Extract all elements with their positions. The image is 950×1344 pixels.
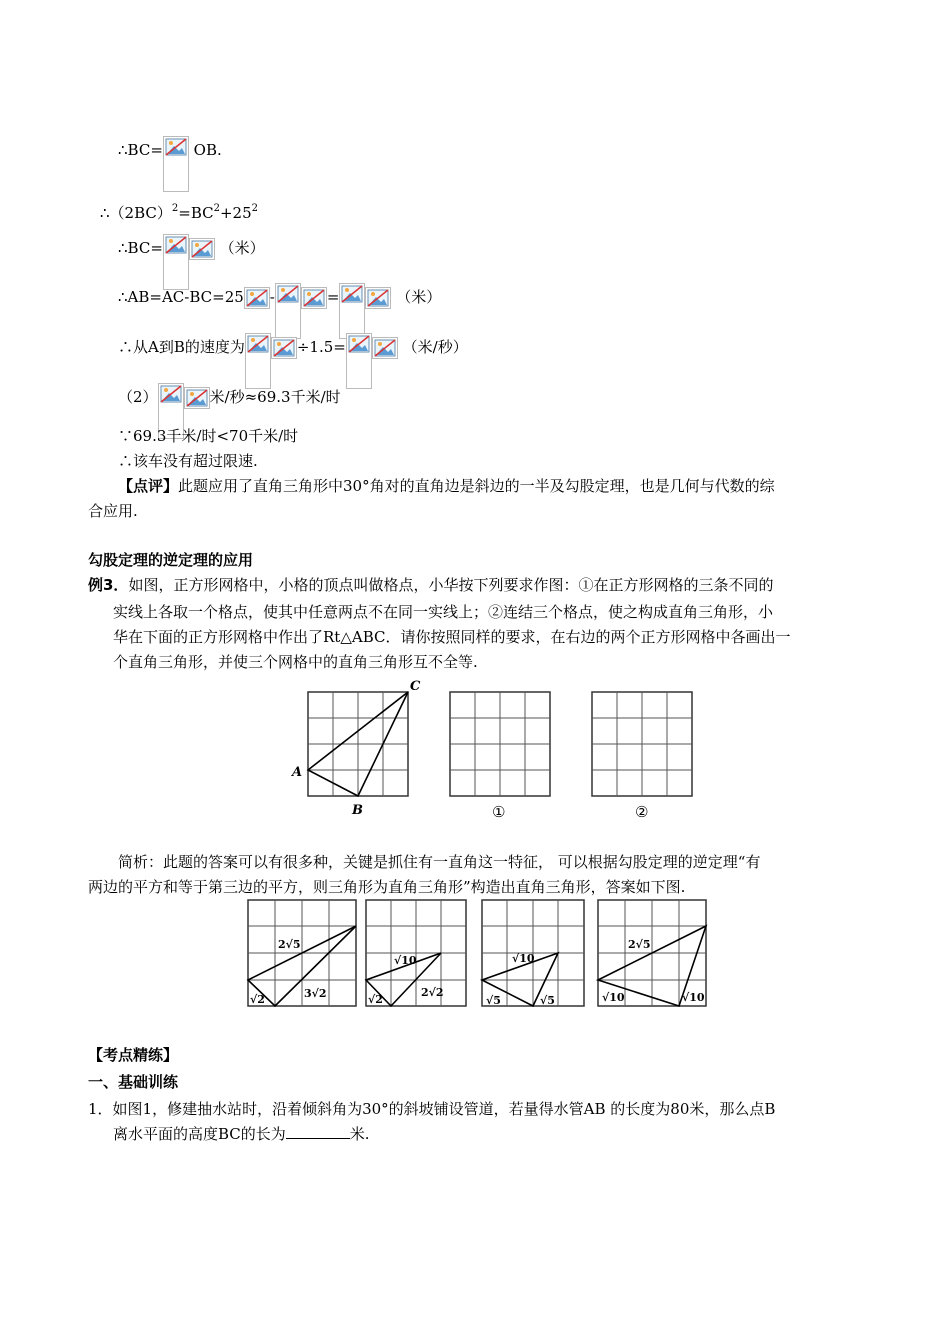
- example-label: 例3．: [88, 576, 129, 594]
- line-conclusion: ∴该车没有超过限速.: [118, 452, 258, 470]
- comment-line: [118, 476, 775, 496]
- line-bc-value: [118, 238, 265, 290]
- answer-1-label-long: 3√2: [304, 987, 327, 1000]
- answer-blank[interactable]: [286, 1124, 350, 1139]
- line-text: -: [269, 288, 275, 306]
- broken-image-icon: [163, 234, 189, 290]
- broken-image-icon: [339, 283, 365, 339]
- line-text: ∴从A到B的速度为: [118, 338, 245, 356]
- comment-label: 【点评】: [118, 477, 179, 495]
- answer-3-label-long: √5: [540, 994, 555, 1007]
- grid-original: [308, 692, 408, 796]
- broken-image-icon: [365, 287, 391, 309]
- line-text: （米）: [219, 239, 265, 257]
- answer-2-label-hyp: √10: [394, 954, 417, 967]
- broken-image-icon: [372, 337, 398, 359]
- answer-grid-4: [598, 900, 706, 1006]
- label-a: A: [292, 765, 303, 780]
- answer-2-label-short: √2: [368, 993, 383, 1006]
- practice-heading: 【考点精练】: [88, 1046, 179, 1064]
- broken-image-icon: [275, 283, 301, 339]
- practice-subheading: 一、基础训练: [88, 1073, 179, 1091]
- broken-image-icon: [163, 136, 189, 192]
- comment-text: 此题应用了直角三角形中30°角对的直角边是斜边的一半及勾股定理，也是几何与代数的综: [178, 477, 775, 495]
- line-text: =: [326, 288, 340, 306]
- question-1-line-1: [88, 1099, 775, 1119]
- line-text: 米/秒≈69.3千米/时: [209, 388, 341, 406]
- example-line-3: 华在下面的正方形网格中作出了Rt△ABC．请你按照同样的要求，在右边的两个正方形网格中各画出一: [113, 628, 791, 646]
- broken-image-icon: [244, 287, 270, 309]
- grid-2: [592, 692, 692, 796]
- answer-4-label-short: √10: [602, 991, 625, 1004]
- answer-4-label-hyp: 2√5: [628, 938, 651, 951]
- example-line-2: 实线上各取一个格点，使其中任意两点不在同一实线上；②连结三个格点，使之构成直角三角形，小: [113, 603, 774, 621]
- broken-image-icon: [346, 333, 372, 389]
- example-line-1: [88, 575, 773, 595]
- section-heading: 勾股定理的逆定理的应用: [88, 551, 254, 569]
- analysis-line-1: 简析：此题的答案可以有很多种，关键是抓住有一直角这一特征， 可以根据勾股定理的逆定理“有: [118, 853, 761, 871]
- answer-1-label-hyp: 2√5: [278, 938, 301, 951]
- example-text: 如图，正方形网格中，小格的顶点叫做格点，小华按下列要求作图：①在正方形网格的三条不同的: [128, 576, 774, 594]
- grid-1: [450, 692, 550, 796]
- broken-image-icon: [245, 333, 271, 389]
- answer-figures: [244, 896, 710, 1012]
- line-speed: [118, 337, 468, 389]
- answer-grid-3: [482, 900, 584, 1007]
- line-text: ∴AB=AC-BC=25: [118, 288, 244, 306]
- answer-1-label-short: √2: [250, 993, 265, 1006]
- line-text: ∴BC=: [118, 239, 163, 257]
- question-1-line-2: [113, 1124, 370, 1144]
- broken-image-icon: [189, 238, 215, 260]
- question-number: 1．: [88, 1100, 113, 1118]
- example-figure: [286, 676, 706, 826]
- answer-grid-2: [366, 900, 466, 1006]
- answer-4-label-long: √10: [682, 991, 705, 1004]
- line-text: ÷1.5=: [296, 338, 346, 356]
- line-text: ∴BC=: [118, 141, 163, 159]
- line-text: （米）: [396, 288, 442, 306]
- line-text: $\therefore(2BC)^2=BC^2+25^2$: [100, 203, 259, 222]
- question-text: 离水平面的高度BC的长为: [113, 1125, 286, 1143]
- line-ab-value: [118, 287, 441, 339]
- broken-image-icon: [271, 337, 297, 359]
- broken-image-icon: [184, 387, 210, 409]
- example-line-4: 个直角三角形，并使三个网格中的直角三角形互不全等.: [113, 653, 478, 671]
- comment-line-2: 合应用.: [88, 502, 138, 520]
- answer-grid-1: [248, 900, 356, 1006]
- line-2bc-squared: [100, 203, 258, 223]
- broken-image-icon: [301, 287, 327, 309]
- answer-3-label-short: √5: [486, 994, 501, 1007]
- question-text: 米.: [349, 1125, 370, 1143]
- line-compare: ∵69.3千米/时<70千米/时: [118, 427, 299, 445]
- answer-3-label-hyp: √10: [512, 952, 535, 965]
- line-bc-ob: [118, 140, 222, 192]
- grid-1-label: ①: [492, 803, 506, 821]
- answer-2-label-long: 2√2: [421, 986, 444, 999]
- question-text: 如图1，修建抽水站时，沿着倾斜角为30°的斜坡铺设管道，若量得水管AB 的长度为80米，那么点B: [112, 1100, 776, 1118]
- label-b: B: [352, 803, 363, 818]
- line-text: （米/秒）: [402, 338, 468, 356]
- grid-2-label: ②: [635, 803, 649, 821]
- analysis-line-2: 两边的平方和等于第三边的平方，则三角形为直角三角形”构造出直角三角形，答案如下图.: [88, 878, 686, 896]
- line-text: OB.: [193, 141, 222, 159]
- label-c: C: [410, 679, 421, 694]
- line-text: （2）: [118, 388, 158, 406]
